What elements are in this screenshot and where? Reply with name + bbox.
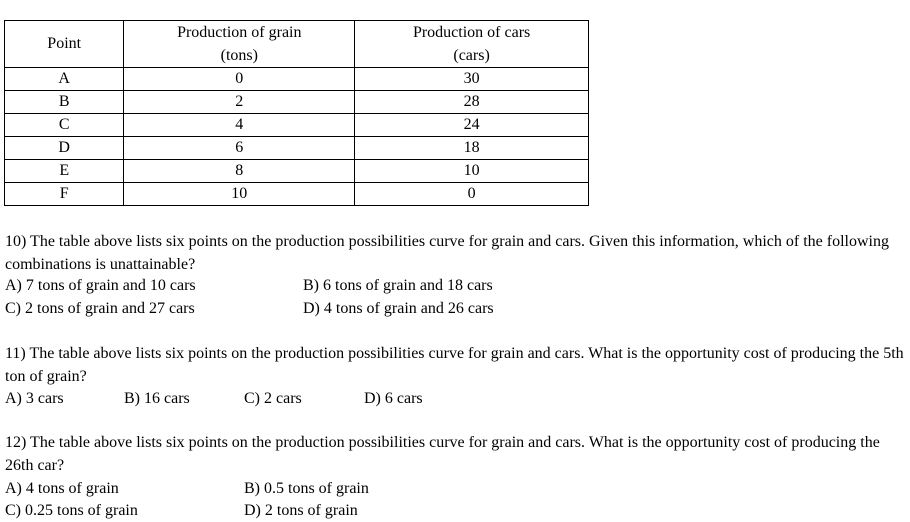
cell-cars: 18 [355, 137, 589, 160]
table-row [5, 183, 589, 206]
cell-cars: 24 [355, 114, 589, 137]
header-cars-line2: (cars) [453, 47, 490, 64]
ppc-table [4, 20, 589, 206]
cell-point: D [5, 137, 124, 160]
table-header-row [5, 21, 589, 68]
question-11-option-a: A) 3 cars [5, 390, 64, 407]
header-grain-line2: (tons) [220, 47, 258, 64]
cell-point: B [5, 91, 124, 114]
cell-grain: 8 [124, 160, 355, 183]
question-12-option-b: B) 0.5 tons of grain [244, 480, 369, 497]
cell-grain: 10 [124, 183, 355, 206]
cell-cars: 28 [355, 91, 589, 114]
header-point: Point [5, 21, 124, 68]
question-10-text: 10) The table above lists six points on the production possibilities curve for grain and cars. Given this information, which of the following combinations is unattainable? [5, 233, 889, 273]
question-11-option-b: B) 16 cars [124, 390, 190, 407]
cell-point: E [5, 160, 124, 183]
question-12-option-d: D) 2 tons of grain [244, 502, 358, 519]
table-row [5, 137, 589, 160]
cell-grain: 6 [124, 137, 355, 160]
header-cars-line1: Production of cars [412, 24, 531, 41]
question-11-text: 11) The table above lists six points on the production possibilities curve for grain and cars. What is the opportunity cost of producing the 5th ton of grain? [5, 345, 904, 385]
cell-cars: 0 [355, 183, 589, 206]
cell-grain: 0 [124, 68, 355, 91]
table-row [5, 114, 589, 137]
question-12-option-a: A) 4 tons of grain [5, 480, 119, 497]
table-row [5, 91, 589, 114]
cell-point: C [5, 114, 124, 137]
cell-point: F [5, 183, 124, 206]
header-grain-line1: Production of grain [177, 24, 302, 41]
header-grain [124, 21, 355, 68]
cell-grain: 4 [124, 114, 355, 137]
question-10-option-a: A) 7 tons of grain and 10 cars [5, 277, 196, 294]
cell-grain: 2 [124, 91, 355, 114]
question-11-option-d: D) 6 cars [364, 390, 423, 407]
question-11-option-c: C) 2 cars [244, 390, 302, 407]
question-12-option-c: C) 0.25 tons of grain [5, 502, 138, 519]
question-10-option-c: C) 2 tons of grain and 27 cars [5, 300, 195, 317]
cell-cars: 30 [355, 68, 589, 91]
table-row [5, 68, 589, 91]
table-row [5, 160, 589, 183]
cell-cars: 10 [355, 160, 589, 183]
question-10-option-d: D) 4 tons of grain and 26 cars [303, 300, 494, 317]
cell-point: A [5, 68, 124, 91]
header-cars [355, 21, 589, 68]
question-12-text: 12) The table above lists six points on the production possibilities curve for grain and cars. What is the opportunity cost of producing the 26th car? [5, 434, 880, 474]
question-10-option-b: B) 6 tons of grain and 18 cars [303, 277, 493, 294]
